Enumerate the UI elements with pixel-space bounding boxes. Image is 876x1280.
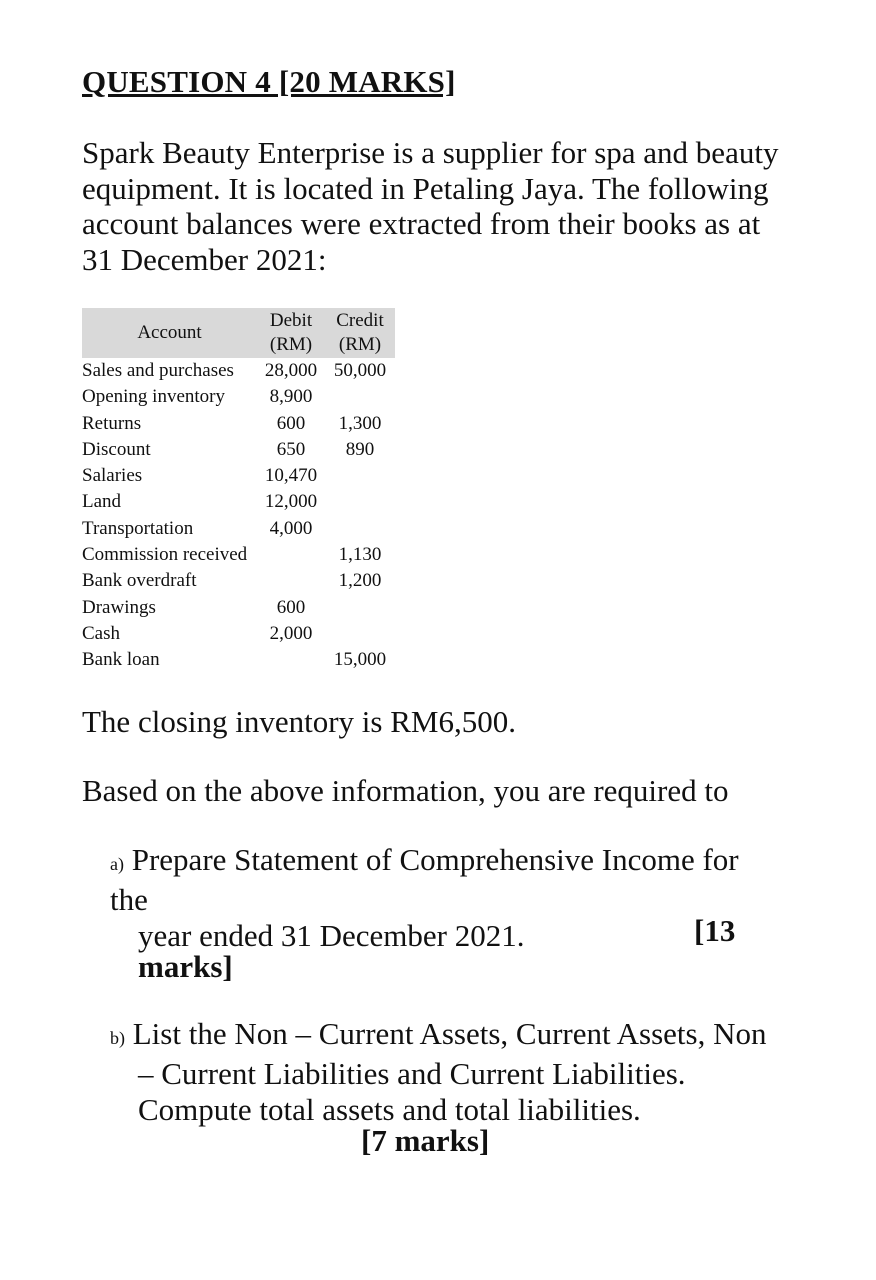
table-row <box>82 542 395 568</box>
part-b <box>110 1016 780 1128</box>
part-a-marks-2: marks] <box>138 949 233 984</box>
credit-cell <box>325 489 395 515</box>
table-row <box>82 358 395 384</box>
credit-cell <box>325 516 395 542</box>
header-debit <box>257 308 325 358</box>
account-cell: Transportation <box>82 517 194 539</box>
credit-cell: 15,000 <box>333 649 387 671</box>
intro-paragraph <box>82 135 779 277</box>
debit-cell: 28,000 <box>264 360 318 381</box>
question-heading: QUESTION 4 [20 MARKS] <box>82 64 456 99</box>
credit-cell: 1,130 <box>338 544 382 566</box>
account-balances-table <box>82 308 395 674</box>
account-cell: Land <box>82 491 122 513</box>
credit-cell <box>325 463 395 489</box>
intro-line-2: equipment. It is located in Petaling Jaya. The following <box>82 170 769 206</box>
debit-cell <box>257 647 325 673</box>
debit-cell <box>257 542 325 568</box>
part-b-marks: [7 marks] <box>361 1123 490 1158</box>
credit-cell: 1,300 <box>338 412 382 434</box>
account-cell: Discount <box>82 438 151 460</box>
table-row <box>82 411 395 437</box>
table-row <box>82 489 395 515</box>
table-row <box>82 568 395 594</box>
intro-line-1: Spark Beauty Enterprise is a supplier for spa and beauty <box>82 135 779 170</box>
header-credit <box>325 308 395 358</box>
header-debit-unit: (RM) <box>269 334 313 355</box>
intro-line-4: 31 December 2021: <box>82 241 327 277</box>
debit-cell <box>257 568 325 594</box>
credit-cell: 50,000 <box>333 360 387 381</box>
part-a-marks-1: [13 <box>694 913 736 948</box>
table-row <box>82 516 395 542</box>
header-debit-label: Debit <box>269 310 313 331</box>
part-a-line-2: year ended 31 December 2021. <box>138 918 525 953</box>
closing-inventory-text: The closing inventory is RM6,500. <box>82 704 516 739</box>
header-account: Account <box>82 308 257 358</box>
table-row <box>82 595 395 621</box>
credit-cell <box>325 621 395 647</box>
header-credit-unit: (RM) <box>338 334 382 355</box>
account-cell: Drawings <box>82 596 156 618</box>
part-b-line-1: List the Non – Current Assets, Current Assets, Non <box>132 1016 767 1051</box>
instruction-text: Based on the above information, you are required to <box>82 773 729 808</box>
debit-cell: 600 <box>276 596 306 618</box>
debit-cell: 2,000 <box>269 622 313 644</box>
part-a-line-1: Prepare Statement of Comprehensive Income for the <box>110 842 739 917</box>
credit-cell: 890 <box>345 438 375 460</box>
account-cell: Commission received <box>82 544 248 566</box>
table-row <box>82 463 395 489</box>
table-header-row <box>82 308 395 358</box>
account-cell: Cash <box>82 622 120 644</box>
part-b-line-3: Compute total assets and total liabilities. <box>138 1092 641 1127</box>
credit-cell <box>325 595 395 621</box>
credit-cell <box>325 384 395 410</box>
part-b-line-2: – Current Liabilities and Current Liabilities. <box>138 1056 686 1091</box>
account-cell: Bank overdraft <box>82 570 197 592</box>
part-a-letter: a) <box>110 854 124 874</box>
credit-cell: 1,200 <box>338 570 382 592</box>
account-cell: Salaries <box>82 465 143 487</box>
table-row <box>82 621 395 647</box>
intro-line-3: account balances were extracted from their books as at <box>82 206 761 241</box>
account-cell: Opening inventory <box>82 386 226 408</box>
table-row <box>82 384 395 410</box>
debit-cell: 10,470 <box>264 465 318 487</box>
debit-cell: 8,900 <box>269 386 313 408</box>
account-cell: Returns <box>82 412 142 434</box>
debit-cell: 4,000 <box>269 517 313 539</box>
account-cell: Bank loan <box>82 649 160 671</box>
debit-cell: 650 <box>276 438 306 460</box>
debit-cell: 600 <box>276 412 306 434</box>
account-cell: Sales and purchases <box>82 360 234 381</box>
header-credit-label: Credit <box>336 310 384 331</box>
debit-cell: 12,000 <box>264 491 318 513</box>
table-row <box>82 647 395 673</box>
part-b-letter: b) <box>110 1028 125 1048</box>
table-row <box>82 437 395 463</box>
part-a <box>110 842 780 954</box>
